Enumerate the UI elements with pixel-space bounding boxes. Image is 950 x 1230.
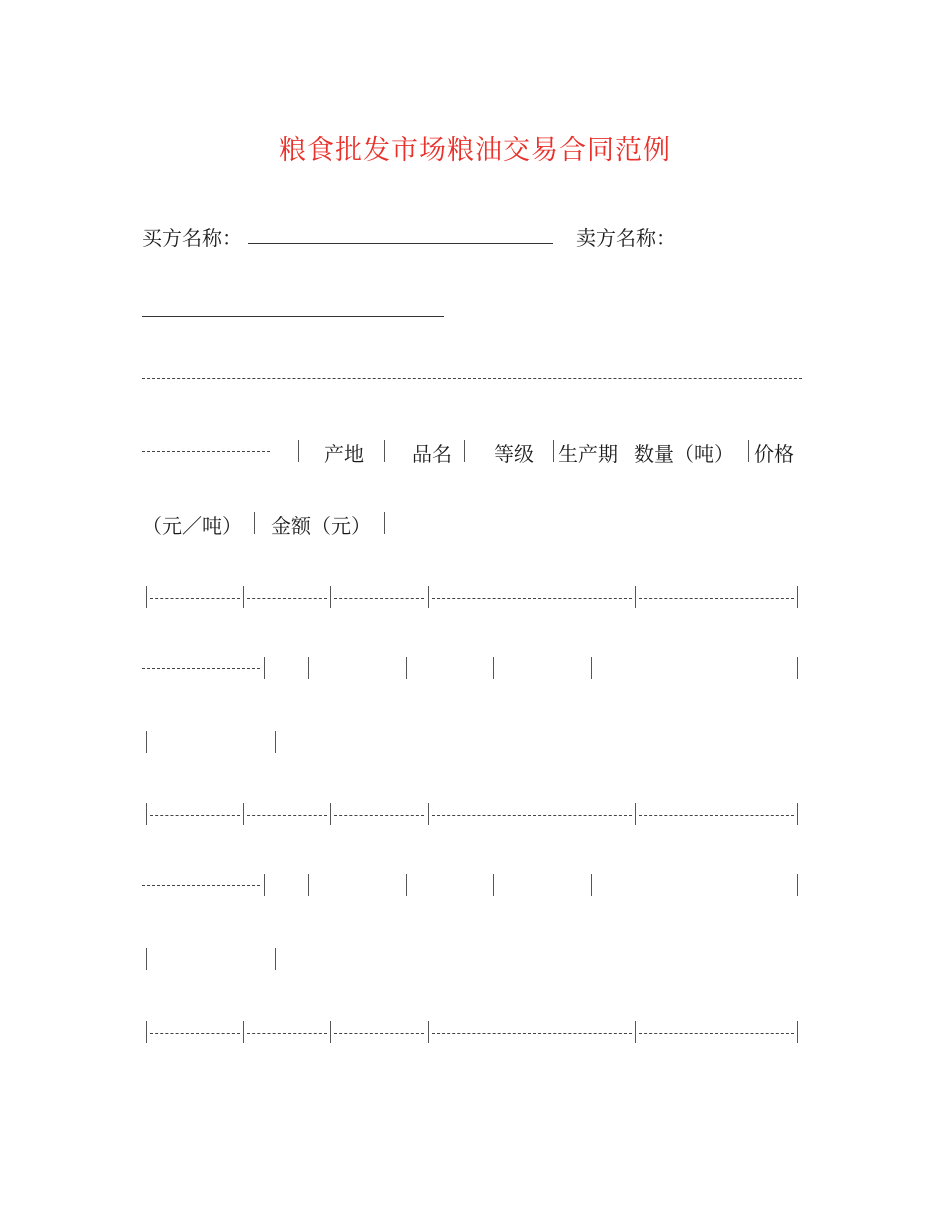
buyer-name-field[interactable] [248, 243, 553, 244]
column-divider [264, 874, 265, 896]
column-divider [330, 586, 331, 608]
row-rule [639, 1033, 794, 1034]
column-divider [635, 1021, 636, 1043]
header-price: 价格 [754, 442, 794, 466]
column-divider [146, 803, 147, 825]
column-divider [275, 731, 276, 753]
column-divider [146, 948, 147, 970]
header-grade: 等级 [494, 442, 534, 466]
column-divider [493, 657, 494, 679]
row-rule [432, 1033, 632, 1034]
seller-label: 卖方名称： [576, 226, 676, 250]
column-divider [797, 874, 798, 896]
row-rule [247, 1033, 327, 1034]
row-rule [639, 598, 794, 599]
column-divider [797, 657, 798, 679]
column-divider [553, 440, 554, 462]
buyer-label: 买方名称： [142, 226, 242, 250]
column-divider [428, 586, 429, 608]
row-rule [150, 1033, 240, 1034]
separator-line [142, 451, 270, 452]
header-product-name: 品名 [412, 442, 452, 466]
row-rule [142, 668, 260, 669]
column-divider [264, 657, 265, 679]
column-divider [428, 803, 429, 825]
column-divider [428, 1021, 429, 1043]
row-rule [150, 598, 240, 599]
column-divider [748, 440, 749, 462]
header-quantity: 数量（吨） [634, 442, 734, 466]
header-production-date: 生产期 [558, 442, 618, 466]
row-rule [432, 815, 632, 816]
column-divider [406, 657, 407, 679]
column-divider [591, 657, 592, 679]
row-rule [247, 815, 327, 816]
column-divider [146, 1021, 147, 1043]
row-rule [432, 598, 632, 599]
column-divider [406, 874, 407, 896]
row-rule [334, 1033, 424, 1034]
column-divider [254, 512, 255, 534]
column-divider [330, 803, 331, 825]
column-divider [146, 731, 147, 753]
row-rule [150, 815, 240, 816]
column-divider [298, 440, 299, 462]
column-divider [330, 1021, 331, 1043]
document-title: 粮食批发市场粮油交易合同范例 [279, 135, 671, 166]
column-divider [464, 440, 465, 462]
column-divider [493, 874, 494, 896]
column-divider [635, 803, 636, 825]
seller-name-field[interactable] [142, 316, 444, 317]
column-divider [308, 657, 309, 679]
column-divider [243, 586, 244, 608]
row-rule [142, 885, 260, 886]
column-divider [797, 1021, 798, 1043]
header-price-unit: （元／吨） [142, 514, 242, 538]
column-divider [146, 586, 147, 608]
column-divider [243, 1021, 244, 1043]
row-rule [639, 815, 794, 816]
separator-line [142, 378, 802, 379]
column-divider [275, 948, 276, 970]
column-divider [384, 512, 385, 534]
header-amount: 金额（元） [271, 514, 371, 538]
column-divider [797, 803, 798, 825]
header-origin: 产地 [324, 442, 364, 466]
column-divider [308, 874, 309, 896]
column-divider [797, 586, 798, 608]
column-divider [591, 874, 592, 896]
column-divider [243, 803, 244, 825]
row-rule [334, 598, 424, 599]
row-rule [334, 815, 424, 816]
column-divider [384, 440, 385, 462]
row-rule [247, 598, 327, 599]
column-divider [635, 586, 636, 608]
